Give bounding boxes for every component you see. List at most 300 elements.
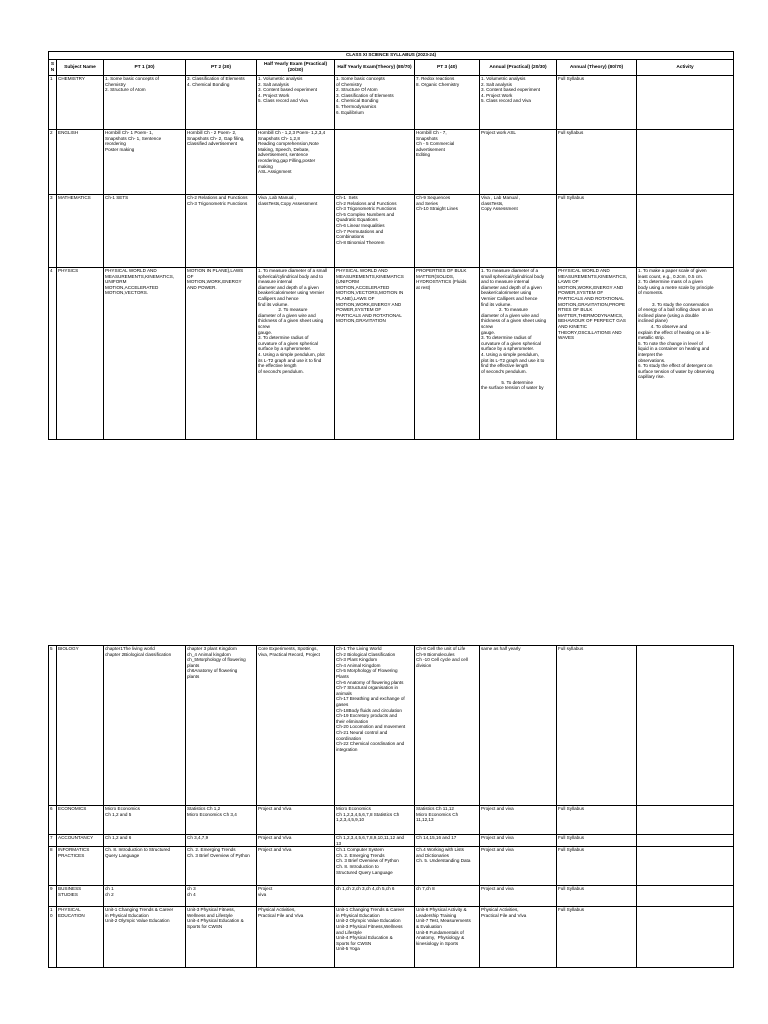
cell-line: surface by a spherometer. [481, 346, 535, 352]
subject-row [49, 886, 734, 907]
cell-line: Ch-3 Plant Kingdom [336, 657, 378, 663]
cell-line: 3. Content based experiment [481, 87, 540, 93]
cell-annual-practical [480, 847, 557, 886]
cell-activity [637, 806, 734, 835]
cell-line: MOTION,WORK,ENERGY AND [558, 284, 624, 290]
cell-line: Full Syllabus [558, 806, 585, 811]
cell-activity [637, 886, 734, 907]
syllabus-body-part1 [49, 76, 734, 440]
cell-line: Ch-20 Locomotion and movement [336, 724, 406, 730]
cell-line: MATTER(SOLIDS, [416, 273, 455, 279]
cell-line: Ch-7 Permutations and [336, 228, 384, 234]
cell-annual-practical [480, 835, 557, 847]
syllabus-table-part1 [48, 51, 734, 440]
cell-line: MOTION,ACCELERATED [336, 284, 390, 290]
cell-line: Sports for CWSN [336, 940, 372, 946]
cell-half-yearly-theory [335, 886, 415, 907]
subject-name: INFORMATICS PRACTICES [57, 847, 104, 886]
serial-number: 3 [49, 195, 57, 268]
subject-row [49, 76, 734, 130]
cell-line: Ch-7 Structural organisation in [336, 685, 399, 691]
cell-line: MEASUREMENTS,KINEMATICS, [558, 273, 628, 279]
header-annual-theory: Annual (Theory) (80/70) [557, 60, 637, 76]
cell-line: 3. Classification of Elements [187, 76, 245, 81]
cell-line: 2. Structure of Atom [105, 87, 146, 93]
cell-line: Ch. 2. Emerging Trends [336, 852, 385, 858]
cell-line: Ch-6 Linear Inequalities [336, 222, 385, 228]
cell-line: 6. To study the effect of detergent on [638, 363, 713, 369]
cell-line: diameter of a given wire and [481, 312, 539, 318]
cell-line: observations. [638, 357, 666, 363]
cell-line: the effective length [258, 363, 297, 369]
cell-line: 13 [336, 840, 342, 846]
cell-line: 5. Class record and Viva [481, 98, 531, 104]
cell-line: MEASUREMENTS,KINEMATICS [336, 273, 404, 279]
cell-line: 11,12,13 [416, 817, 434, 823]
cell-line: ch 1,ch 2,ch 3,ch 4,ch 5,ch 6 [336, 886, 395, 892]
cell-line: POWER,SYSTEM OF [336, 307, 382, 313]
cell-activity [637, 195, 734, 268]
cell-line: Unit-2 Olympic Value Education [105, 918, 170, 924]
cell-line: Unit-5 Yoga [336, 946, 360, 952]
cell-line: MOTION,GRAVITATION,PROPE [558, 301, 626, 307]
cell-line: diameter and depth of a given [481, 284, 542, 290]
cell-line: Unit-2 Olympic Value Education [336, 918, 401, 924]
cell-line: diameter of a given wire and [258, 312, 316, 318]
cell-line: 5. Class record and Viva [258, 98, 308, 104]
cell-line: Hornbill Ch- 1 Poem- 1, [105, 130, 153, 135]
serial-number: 4 [49, 268, 57, 440]
cell-pt2 [186, 130, 257, 195]
cell-line: 3. Classification of Elements [336, 92, 394, 98]
cell-half-yearly-practical [257, 130, 335, 195]
cell-line: making [258, 163, 273, 169]
cell-line: Query Language [105, 852, 140, 858]
cell-line: Unit-3 Physical Fitness,Wellness [336, 923, 403, 929]
header-annual-practical: Annual (Practical) (20/30) [480, 60, 557, 76]
subject-row [49, 646, 734, 806]
cell-line: inclined plane) [638, 318, 668, 324]
cell-pt2 [186, 195, 257, 268]
cell-line: plot its L-T2 graph and use it to [481, 357, 545, 363]
cell-line: Unit-6 Physical Activity & [416, 907, 467, 913]
cell-line: 2. To determine mass of a given [638, 279, 704, 285]
serial-number: 7 [49, 835, 57, 847]
cell-line: Practical File and Viva [258, 912, 304, 918]
cell-line: Ch 1,2,3,4,5,6,7,8 Statistics Ch [336, 811, 400, 817]
cell-line: division [416, 662, 432, 668]
cell-half-yearly-theory [335, 907, 415, 968]
cell-line: Hornbill Ch - 7, [416, 130, 447, 135]
subject-name: BIOLOGY [57, 646, 104, 806]
header-row [49, 60, 734, 76]
cell-pt2 [186, 268, 257, 440]
cell-pt3 [415, 806, 480, 835]
subject-row [49, 268, 734, 440]
cell-line: Vernier Callipers and hence [481, 295, 538, 301]
cell-pt2 [186, 76, 257, 130]
cell-line: 1. Volumetric analysis [258, 76, 303, 81]
cell-half-yearly-theory [335, 195, 415, 268]
cell-line: ASL Assignment [258, 169, 292, 175]
cell-line: Making, Speech, Debate, [258, 146, 310, 152]
cell-line: Ch-3 Trigonometric Functions [187, 200, 248, 206]
subject-name: PHYSICAL EDUCATION [57, 907, 104, 968]
cell-line: Full Syllabus [558, 835, 585, 840]
cell-line: BEHAVIOUR OF PERFECT GAS [558, 318, 626, 324]
cell-line: WAVES [558, 335, 575, 341]
cell-line: 7. Redox reactions [416, 76, 455, 81]
cell-line: Ch. 8. Introduction to Structured [105, 847, 171, 853]
cell-line: find its volume. [258, 301, 289, 307]
cell-line: Callipers and hence [258, 295, 299, 301]
cell-line: integration [336, 746, 358, 752]
cell-line: Viva ,Lab Manual , [258, 195, 296, 200]
cell-annual-theory [557, 268, 637, 440]
cell-line: at rest) [416, 284, 431, 290]
cell-line: 2. To measure [481, 307, 528, 313]
cell-line: and Dictionaries [416, 852, 449, 858]
cell-pt2 [186, 806, 257, 835]
cell-line: Ch 14,15,16 and 17 [416, 835, 457, 840]
cell-half-yearly-practical [257, 76, 335, 130]
subject-row [49, 835, 734, 847]
subject-name: BUSINESS STUDIES [57, 886, 104, 907]
cell-line: 2. To measure [258, 307, 308, 313]
cell-line: Project [258, 886, 273, 892]
cell-annual-theory [557, 76, 637, 130]
cell-line: 1. To make a paper scale of given [638, 268, 707, 273]
cell-pt3 [415, 76, 480, 130]
cell-line: Snapshots Ch- 1, Sentence [105, 135, 162, 141]
cell-line: 5. To determine [481, 379, 534, 385]
cell-pt2 [186, 646, 257, 806]
cell-line: Ch - 5 Commercial [416, 141, 455, 147]
cell-activity [637, 76, 734, 130]
cell-pt3 [415, 847, 480, 886]
cell-line: Ch-5 Morphology of Flowering [336, 668, 398, 674]
cell-line: beaker/calorimeter using Vernier [258, 290, 325, 296]
cell-line: Hornbill Ch - 1,2,3 Poem- 1,2,3,4 [258, 130, 326, 135]
cell-line: find the effective length [481, 363, 529, 369]
cell-line: Unit-8 Fundamentals of [416, 929, 464, 935]
cell-line: ch 3 [187, 886, 196, 892]
cell-pt1 [104, 195, 186, 268]
cell-half-yearly-theory [335, 646, 415, 806]
cell-line: coordination [336, 735, 362, 741]
cell-line: capillary rise. [638, 374, 665, 380]
cell-line: 5. Thermodynamics [336, 103, 377, 109]
cell-line: Statistics Ch 1,2 [187, 806, 221, 811]
cell-line: Ch-6 Anatomy of flowering plants [336, 679, 404, 685]
cell-line: Project and Viva [258, 847, 292, 853]
cell-line: 5. To note the change in level of [638, 340, 703, 346]
cell-line: plants [187, 662, 200, 668]
cell-half-yearly-practical [257, 886, 335, 907]
cell-line: Ch -10 Cell cycle and cell [416, 657, 468, 663]
cell-activity [637, 268, 734, 440]
cell-line: RTIES OF BULK [558, 307, 593, 313]
cell-line: Classified advertisement [187, 141, 238, 147]
cell-line: Core Experiments, Spottings, [258, 646, 318, 651]
cell-line: Ch-22 Chemical coordination and [336, 741, 405, 747]
cell-line: Ch-3 Trigonometric Functions [336, 206, 397, 212]
subject-name: ACCOUNTANCY [57, 835, 104, 847]
serial-number: 1 [49, 76, 57, 130]
header-pt1: PT 1 (30) [104, 60, 186, 76]
cell-annual-practical [480, 806, 557, 835]
cell-line: ch 2 [105, 891, 114, 897]
cell-line: reordering [105, 141, 126, 147]
subject-row [49, 806, 734, 835]
cell-line: of energy of a ball rolling down on an [638, 307, 714, 313]
cell-line: least count, e.g., 0.2cm, 0.5 cm. [638, 273, 704, 279]
cell-line: MOTION,ACCELERATED [105, 284, 159, 290]
cell-line: ch 1 [105, 886, 114, 892]
cell-line: Ch. 3 Brief Overview of Python [336, 858, 399, 864]
syllabus-body-part2 [49, 646, 734, 968]
cell-line: Ch-9 Biomolecules [416, 651, 455, 657]
cell-activity [637, 847, 734, 886]
cell-line: Micro Economics [105, 806, 140, 811]
cell-line: Micro Economics Ch [416, 811, 459, 817]
cell-line: find its volume. [481, 301, 512, 307]
cell-line: 1,2,3,4,5,9,10 [336, 817, 365, 823]
cell-line: gases [336, 701, 349, 707]
serial-number: 8 [49, 847, 57, 886]
cell-line: 3. To determine radius of [481, 335, 532, 341]
cell-half-yearly-theory [335, 76, 415, 130]
cell-line: interpret the [638, 351, 663, 357]
cell-line: Ch-21 Neural control and [336, 729, 388, 735]
cell-line: (UNIFORM [336, 279, 359, 285]
cell-line: liquid in a container on heating and [638, 346, 710, 352]
cell-line: Project and viva [481, 886, 514, 892]
cell-line: OF [187, 273, 194, 279]
cell-line: curvature of a given spherical [258, 340, 319, 346]
cell-line: and Series [416, 200, 438, 206]
cell-annual-practical [480, 268, 557, 440]
cell-line: the surface tension of water by [481, 385, 544, 391]
cell-activity [637, 646, 734, 806]
cell-line: Ch-1 SETS [105, 195, 129, 200]
subject-name: CHEMISTRY [57, 76, 104, 130]
cell-line: ch_4 Animal kingdom [187, 651, 231, 657]
cell-line: 4. To observe and [638, 323, 688, 329]
cell-line: MOTION,VECTORS,MOTION IN [336, 290, 404, 296]
cell-line: Ch-2 Biological Classification [336, 651, 396, 657]
cell-activity [637, 835, 734, 847]
cell-line: Micro Economics [336, 806, 371, 811]
cell-pt2 [186, 847, 257, 886]
cell-half-yearly-practical [257, 646, 335, 806]
cell-line: plants [187, 673, 200, 679]
cell-pt1 [104, 76, 186, 130]
cell-line: Structured Query Language [336, 869, 393, 875]
cell-pt3 [415, 886, 480, 907]
cell-line: in Physical Education [336, 912, 380, 918]
cell-line: PHYSICAL WORLD AND [336, 268, 388, 273]
cell-line: Project work ASL [481, 130, 516, 135]
cell-line: gauge. [258, 329, 273, 335]
cell-line: 4. Using a simple pendulum, plot [258, 351, 325, 357]
cell-annual-practical [480, 646, 557, 806]
cell-line: Unit-1 Changing Trends & Career [105, 907, 174, 913]
cell-line: Ch 3,4,7,9 [187, 835, 209, 840]
header-subject: Subject Name [57, 60, 104, 76]
cell-line: Snapshots Ch- 2, Gap filing, [187, 135, 245, 141]
cell-annual-theory [557, 886, 637, 907]
cell-annual-theory [557, 806, 637, 835]
cell-line: and to measure internal [481, 279, 530, 285]
cell-line: Wellness and Lifestyle [187, 912, 233, 918]
cell-line: LAWS OF [558, 279, 579, 285]
cell-line: ch 4 [187, 891, 196, 897]
cell-line: Editing [416, 152, 431, 158]
cell-line: Full Syllabus [558, 195, 585, 200]
cell-line: Ch-10 Straight Lines [416, 206, 458, 212]
cell-line: 4. Chemical Bonding [336, 98, 379, 104]
cell-line: 3. To study the conservation [638, 301, 710, 307]
syllabus-table-part2 [48, 645, 734, 968]
cell-line: ch 7,ch 8 [416, 886, 435, 892]
cell-line: AND POWER. [187, 284, 217, 290]
cell-line: MEASUREMENTS,KINEMATICS, [105, 273, 175, 279]
cell-line: 1. To measure diameter of a small [258, 268, 328, 273]
cell-line: THEORY,OSCILLATIONS AND [558, 329, 622, 335]
cell-pt3 [415, 268, 480, 440]
cell-activity [637, 130, 734, 195]
cell-annual-theory [557, 195, 637, 268]
serial-number: 2 [49, 130, 57, 195]
cell-line: advertisement, sentence [258, 152, 309, 158]
subject-row [49, 847, 734, 886]
cell-line: of moments. [638, 290, 664, 296]
header-sn: SN [49, 60, 57, 76]
serial-number: 10 [49, 907, 57, 968]
cell-annual-practical [480, 907, 557, 968]
cell-line: Anatomy, Physiology & [416, 935, 465, 941]
cell-line: Project and viva [481, 806, 514, 811]
cell-line: Ch-5 Complex Numbers and [336, 211, 395, 217]
cell-line: POWER,SYSTEM OF [558, 290, 604, 296]
header-activity: Activity [637, 60, 734, 76]
cell-line: thickness of a given sheet using [258, 318, 324, 324]
cell-line: chapter1The living world [105, 646, 155, 651]
cell-line: viva [258, 891, 267, 897]
cell-line: of second's pendulum. [258, 368, 304, 374]
cell-line: Ch. 2. Emerging Trends [187, 847, 236, 853]
cell-pt3 [415, 907, 480, 968]
cell-pt1 [104, 646, 186, 806]
cell-line: MATTER,THERMODYNAMICS, [558, 312, 624, 318]
cell-line: 8. Organic Chemistry [416, 81, 460, 87]
cell-line: PARTICALS AND ROTATIONAL [558, 295, 624, 301]
cell-line: Unit-7 Test, Measurements [416, 918, 471, 924]
cell-half-yearly-practical [257, 847, 335, 886]
cell-line: Quadratic Equations [336, 217, 378, 223]
cell-line: Unit-4 Physical Education & [336, 935, 393, 941]
cell-half-yearly-theory [335, 847, 415, 886]
cell-line: gauge. [481, 329, 496, 335]
cell-line: Full syllabus [558, 646, 584, 651]
cell-line: Ch-2 Relations and Functions [187, 195, 248, 200]
cell-activity [637, 907, 734, 968]
cell-line: Snapshots [416, 135, 438, 141]
cell-line: Full syllabus [558, 130, 584, 135]
cell-pt1 [104, 907, 186, 968]
cell-line: Ch 1,2 and 5 [105, 811, 132, 817]
cell-line: chapter 2Biological classification [105, 651, 172, 657]
cell-line: Viva , Lab Manual , [481, 195, 521, 200]
serial-number: 5 [49, 646, 57, 806]
cell-half-yearly-theory [335, 130, 415, 195]
cell-line: 2. Salt analysis [258, 81, 289, 87]
cell-line: classTests, [481, 200, 504, 206]
cell-line: 1. Some basic concepts [336, 76, 385, 81]
cell-line: & Evaluation [416, 923, 442, 929]
cell-line: of Chemistry [336, 81, 362, 87]
cell-line: screw [258, 323, 270, 329]
subject-name: ECONOMICS [57, 806, 104, 835]
cell-pt3 [415, 646, 480, 806]
cell-line: Hornbill Ch - 2 Poem- 2, [187, 130, 237, 135]
cell-line: Chemistry [105, 81, 126, 87]
cell-line: 2. Salt analysis [481, 81, 512, 87]
cell-line: MOTION,GRAVITATION [336, 318, 386, 324]
cell-line: inclined plane (using a double [638, 312, 699, 318]
cell-line: surface by a spherometer. [258, 346, 312, 352]
cell-line: 1. Volumetric analysis [481, 76, 526, 81]
header-half-yearly-theory: Half Yearly Exam(Theory) (80/70) [335, 60, 415, 76]
cell-line: Ch.4 Working with Lists [416, 847, 464, 853]
serial-number: 6 [49, 806, 57, 835]
cell-line: Full Syllabus [558, 886, 585, 892]
subject-name: MATHEMATICS [57, 195, 104, 268]
cell-line: Project and viva [481, 835, 514, 840]
cell-line: Project and Viva [258, 806, 292, 811]
cell-line: Ch-17 Breathing and exchange of [336, 696, 405, 702]
cell-line: Ch-2 Relations and Functions [336, 200, 397, 206]
cell-pt1 [104, 268, 186, 440]
cell-annual-practical [480, 76, 557, 130]
cell-line: of second's pendulum. [481, 368, 527, 374]
subject-name: ENGLISH [57, 130, 104, 195]
cell-line: ch6Anatomy of flowering [187, 668, 238, 674]
cell-annual-theory [557, 646, 637, 806]
header-pt2: PT 2 (30) [186, 60, 257, 76]
cell-line: 4. Using a simple pendulum, [481, 351, 539, 357]
cell-line: spherical/cylindrical body and to [258, 273, 324, 279]
cell-line: PROPERTIES OF BULK [416, 268, 467, 273]
cell-line: screw [481, 323, 493, 329]
cell-line: Ch-8 Cell the unit of Life [416, 646, 466, 651]
cell-line: Sports for CWSN [187, 923, 223, 929]
cell-line: Leadership Training [416, 912, 457, 918]
cell-line: 1. Some basic concepts of [105, 76, 159, 81]
cell-pt2 [186, 835, 257, 847]
cell-line: 1. To measure diameter of a [481, 268, 539, 273]
cell-line: MOTION,WORK,ENERGY [187, 279, 242, 285]
header-pt3: PT 3 (40) [415, 60, 480, 76]
subject-row [49, 195, 734, 268]
cell-line: 6. Equilibrium [336, 109, 364, 115]
subject-row [49, 907, 734, 968]
cell-line: PHYSICAL WORLD AND [105, 268, 157, 273]
cell-half-yearly-practical [257, 806, 335, 835]
cell-line: measure internal [258, 279, 293, 285]
cell-line: Ch. 3 Brief Overview of Python [187, 852, 250, 858]
